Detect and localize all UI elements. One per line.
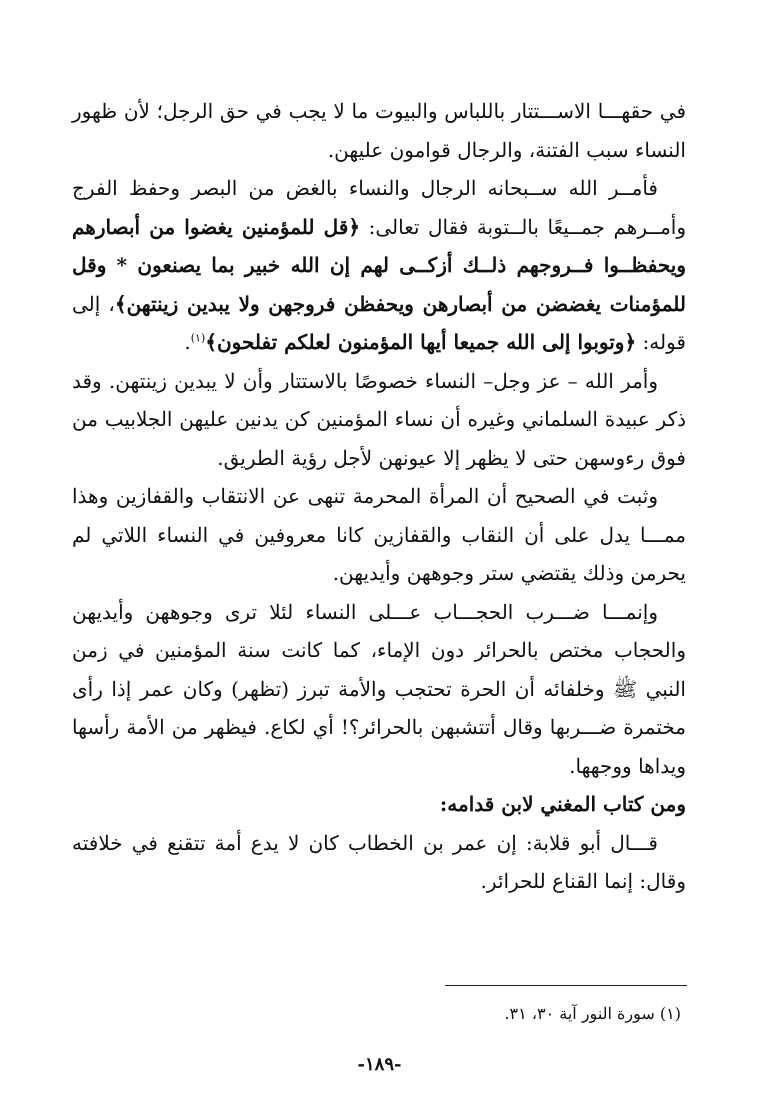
paragraph-2-intro: فأمــر الله ســبحانه الرجال والنساء بالغض من البصر وحفظ الفرج وأمــرهم جمــيعًا بالــتوبة فقال تعالى: [72, 176, 686, 239]
quran-verse-1: ﴿قل للمؤمنين يغضوا من أبصارهم ويحفظــوا فــروجهم ذلــك أزكــى لهم إن الله خبير بما يصنعون * وقل للمؤمنات يغضضن من أبصارهن ويحفظن فروجهن ولا يبدين زينتهن﴾ [72, 214, 686, 316]
paragraph-2-link: ، إلى قوله: [72, 291, 686, 354]
section-heading: ومن كتاب المغني لابن قدامه: [439, 792, 686, 816]
paragraph-2-end: . [184, 330, 191, 354]
page-number: -١٨٩- [357, 1054, 402, 1075]
quran-verse-2: ﴿وتوبوا إلى الله جميعا أيها المؤمنون لعلكم تفلحون﴾ [205, 330, 637, 354]
paragraph-5: وإنمـــا ضـــرب الحجـــاب عـــلى النساء لئلا ترى وجوههن وأيديهن والحجاب مختص بالحرائر دون الإماء، كما كانت سنة المؤمنين في زمن النبي ﷺ وخلفائه أن الحرة تحتجب والأمة تبرز (تظهر) وكان عمر إذا رأى مختمرة ضـــربها وقال أتتشبهن بالحرائر؟! أي لكاع. فيظهر من الأمة رأسها ويداها ووجهها. [72, 599, 686, 778]
paragraph-4: وثبت في الصحيح أن المرأة المحرمة تنهى عن الانتقاب والقفازين وهذا ممـــا يدل على أن النقاب والقفازين كانا معروفين في النساء اللاتي لم يحرمن وذلك يقتضي ستر وجوههن وأيديهن. [72, 484, 686, 585]
footnote-reference[interactable]: (١) [190, 331, 206, 345]
paragraph-1: في حقهـــا الاســـتتار باللباس والبيوت ما لا يجب في حق الرجل؛ لأن ظهور النساء سبب الفتنة، والرجال قوامون عليهن. [72, 99, 686, 162]
paragraph-3: وأمر الله – عز وجل– النساء خصوصًا بالاستتار وأن لا يبدين زينتهن. وقد ذكر عبيدة السلماني وغيره أن نساء المؤمنين كن يدنين عليهن الجلابيب من فوق رءوسهن حتى لا يظهر إلا عيونهن لأجل رؤية الطريق. [72, 368, 686, 470]
paragraph-6: قـــال أبو قلابة: إن عمر بن الخطاب كان لا يدع أمة تتقنع في خلافته وقال: إنما القناع للحرائر. [72, 830, 686, 893]
paragraph-2 [72, 169, 686, 362]
page-body [72, 92, 686, 901]
footnote: (١) سورة النور آية ٣٠، ٣١. [504, 1004, 681, 1023]
footnote-separator [445, 985, 687, 986]
